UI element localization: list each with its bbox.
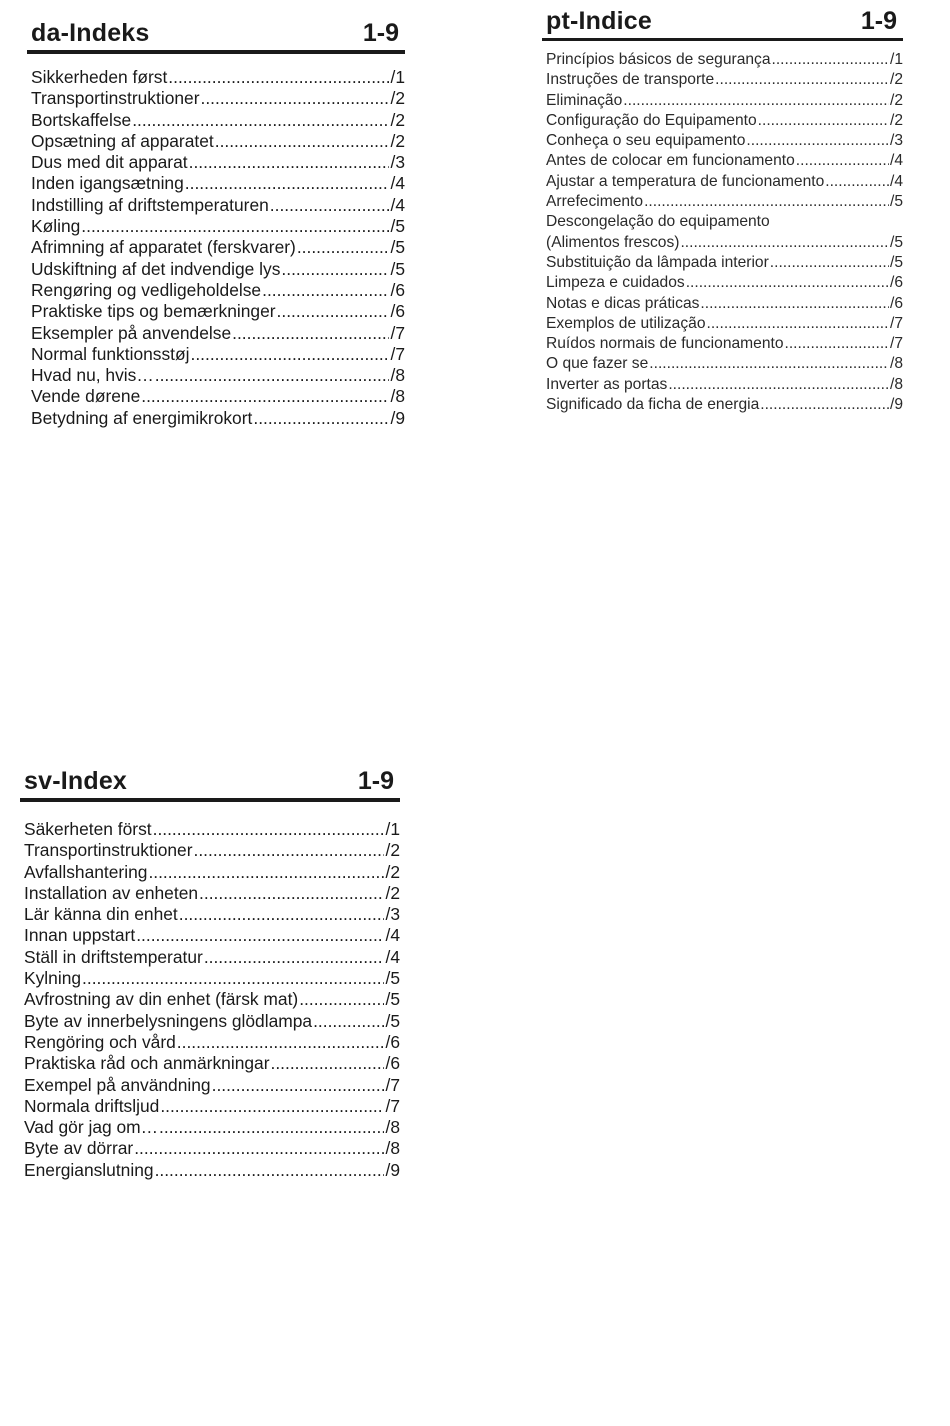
index-entry-label: Exemplos de utilização (546, 314, 706, 332)
dot-leader (160, 1096, 384, 1117)
dot-leader (680, 233, 889, 253)
sv-index-page-range: 1-9 (357, 767, 394, 795)
index-entry-label: Vende dørene (31, 386, 141, 407)
index-entry-label: Afrimning af apparatet (ferskvarer) (31, 237, 296, 258)
dot-leader (686, 273, 889, 293)
dot-leader (132, 110, 389, 131)
index-entry (546, 253, 903, 273)
index-entry-label: Normala driftsljud (24, 1095, 160, 1116)
index-entry (31, 323, 405, 344)
dot-leader (155, 365, 390, 386)
index-entry (24, 904, 400, 925)
index-entry-page: /5 (889, 253, 903, 271)
index-entry (31, 173, 405, 194)
index-entry-page: /2 (390, 88, 405, 109)
dot-leader (185, 173, 390, 194)
index-entry-page: /4 (390, 173, 405, 194)
index-entry-label: Indstilling af driftstemperaturen (31, 194, 269, 215)
index-entry-page: /1 (390, 67, 405, 87)
index-entry (24, 968, 400, 989)
index-entry-label: Byte av dörrar (24, 1138, 134, 1159)
index-entry-page: /4 (385, 946, 400, 967)
da-index-page-range: 1-9 (362, 19, 399, 47)
dot-leader (136, 925, 384, 946)
index-entry (546, 212, 903, 232)
dot-leader (189, 152, 390, 173)
index-entry (31, 386, 405, 407)
pt-index-section (542, 6, 903, 415)
index-entry (546, 395, 903, 415)
index-entry (24, 1053, 400, 1074)
index-entry-page: /8 (889, 355, 903, 373)
index-entry (546, 151, 903, 171)
dot-leader (141, 386, 389, 407)
index-entry-page: /8 (385, 1117, 400, 1138)
index-entry-label: Installation av enheten (24, 882, 199, 903)
index-entry (546, 111, 903, 131)
index-entry-page: /2 (385, 882, 400, 903)
index-entry-page: /8 (390, 365, 405, 386)
index-entry-label: O que fazer se (546, 355, 649, 373)
index-entry-label: Princípios básicos de segurança (546, 51, 771, 68)
index-entry-label: Vad gör jag om… (24, 1117, 159, 1138)
index-entry (31, 408, 405, 429)
index-entry (24, 925, 400, 946)
pt-index-entry-list (542, 50, 903, 415)
dot-leader (772, 50, 889, 70)
dot-leader (700, 294, 889, 314)
index-entry-page: /2 (385, 861, 400, 882)
index-entry-label: Ruídos normais de funcionamento (546, 335, 784, 353)
dot-leader (168, 67, 389, 88)
dot-leader (201, 88, 390, 109)
index-entry-label: Normal funktionsstøj (31, 343, 190, 364)
index-entry-page: /7 (385, 1095, 400, 1116)
index-entry (24, 819, 400, 840)
index-entry (546, 91, 903, 111)
dot-leader (148, 862, 384, 883)
dot-leader (191, 344, 390, 365)
index-entry (24, 883, 400, 904)
index-entry-page: /2 (889, 91, 903, 109)
dot-leader (796, 151, 889, 171)
dot-leader (262, 280, 389, 301)
dot-leader (825, 172, 889, 192)
index-entry-label: Substituição da lâmpada interior (546, 253, 769, 271)
dot-leader (281, 259, 389, 280)
index-entry (24, 947, 400, 968)
dot-leader (649, 354, 889, 374)
index-entry-page: /6 (385, 1031, 400, 1052)
dot-leader (204, 947, 385, 968)
sv-index-header (20, 766, 400, 802)
index-entry-label: Instruções de transporte (546, 71, 715, 89)
sv-index-entry-list (20, 819, 400, 1181)
index-entry (546, 192, 903, 212)
index-entry (24, 1138, 400, 1159)
index-entry-label: Avfrostning av din enhet (färsk mat) (24, 989, 299, 1010)
index-entry-label: Ställ in driftstemperatur (24, 946, 203, 967)
dot-leader (277, 301, 390, 322)
index-entry-page: /5 (385, 989, 400, 1010)
index-entry-label: Eliminação (546, 91, 623, 109)
dot-leader (313, 1011, 384, 1032)
index-entry-label: Sikkerheden først (31, 67, 168, 87)
index-entry (24, 989, 400, 1010)
dot-leader (746, 131, 889, 151)
dot-leader (159, 1117, 384, 1138)
dot-leader (758, 111, 889, 131)
index-entry (24, 862, 400, 883)
index-entry-label: Lär känna din enhet (24, 904, 178, 925)
index-entry-page: /5 (385, 968, 400, 989)
index-entry (546, 314, 903, 334)
index-entry-label: Ajustar a temperatura de funcionamento (546, 172, 825, 190)
index-entry (546, 375, 903, 395)
dot-leader (179, 904, 385, 925)
index-entry (31, 280, 405, 301)
index-entry-page: /2 (390, 130, 405, 151)
dot-leader (81, 216, 389, 237)
index-entry-page: /8 (889, 375, 903, 393)
index-entry-label: Betydning af energimikrokort (31, 407, 253, 428)
index-entry (546, 172, 903, 192)
index-entry-page: /5 (889, 193, 903, 211)
dot-leader (299, 989, 384, 1010)
index-entry (24, 1011, 400, 1032)
sv-index-title: sv-Index (24, 767, 128, 795)
index-entry (31, 237, 405, 258)
index-entry (546, 233, 903, 253)
index-entry-label: Conheça o seu equipamento (546, 132, 746, 150)
index-entry-label: Eksempler på anvendelse (31, 322, 232, 343)
index-entry (31, 88, 405, 109)
index-entry (31, 344, 405, 365)
index-entry-label: Rengøring og vedligeholdelse (31, 279, 262, 300)
index-entry-page: /9 (889, 396, 903, 414)
dot-leader (623, 91, 889, 111)
index-entry (24, 1075, 400, 1096)
index-entry (24, 840, 400, 861)
index-entry-label: Exempel på användning (24, 1074, 211, 1095)
index-entry-label: Praktiske tips og bemærkninger (31, 301, 276, 322)
index-entry (31, 110, 405, 131)
index-entry-label: Antes de colocar em funcionamento (546, 152, 795, 170)
index-entry-label: Inverter as portas (546, 375, 668, 393)
index-entry-label: Innan uppstart (24, 925, 136, 946)
dot-leader (232, 323, 389, 344)
index-entry-label: Significado da ficha de energia (546, 396, 760, 414)
index-entry-page: /4 (889, 152, 903, 170)
dot-leader (194, 840, 385, 861)
index-entry (31, 195, 405, 216)
dot-leader (715, 70, 889, 90)
index-entry-label: Transportinstruktioner (24, 840, 193, 861)
index-entry (31, 301, 405, 322)
da-index-entry-list (27, 67, 405, 429)
index-entry-page: /4 (385, 925, 400, 946)
dot-leader (215, 131, 390, 152)
index-entry-page: /8 (385, 1138, 400, 1159)
dot-leader (644, 192, 889, 212)
dot-leader (134, 1138, 384, 1159)
dot-leader (785, 334, 889, 354)
index-entry-label: Opsætning af apparatet (31, 130, 214, 151)
index-entry-label: Configuração do Equipamento (546, 111, 757, 129)
sv-index-section (20, 766, 400, 1181)
dot-leader (253, 408, 389, 429)
dot-leader (212, 1075, 385, 1096)
index-entry-label: Bortskaffelse (31, 109, 132, 130)
index-entry-page: /9 (390, 407, 405, 428)
index-entry (546, 354, 903, 374)
index-entry (546, 131, 903, 151)
index-entry-page: /2 (889, 111, 903, 129)
index-entry-label: Arrefecimento (546, 193, 644, 211)
pt-index-page-range: 1-9 (860, 7, 897, 35)
index-entry-label: Descongelação do equipamento (546, 213, 770, 231)
index-entry (546, 50, 903, 70)
dot-leader (760, 395, 889, 415)
index-entry (31, 259, 405, 280)
index-entry-page: /6 (390, 279, 405, 300)
index-entry-page: /7 (889, 314, 903, 332)
index-entry-page: /1 (889, 51, 903, 68)
index-entry-label: Udskiftning af det indvendige lys (31, 258, 281, 279)
index-entry-page: /2 (385, 840, 400, 861)
dot-leader (155, 1160, 385, 1181)
index-entry-label: Avfallshantering (24, 861, 148, 882)
index-entry (31, 216, 405, 237)
index-entry-page: /6 (390, 301, 405, 322)
index-entry-page: /5 (385, 1010, 400, 1031)
dot-leader (770, 253, 889, 273)
index-entry-label: Limpeza e cuidados (546, 274, 685, 292)
index-entry-label: Energianslutning (24, 1159, 154, 1180)
index-entry-page: /3 (390, 152, 405, 173)
index-entry-label: Dus med dit apparat (31, 152, 188, 173)
dot-leader (271, 1053, 385, 1074)
index-entry-label: Inden igangsætning (31, 173, 184, 194)
index-entry-label: Transportinstruktioner (31, 88, 200, 109)
da-index-header (27, 18, 405, 54)
index-entry-page: /6 (889, 294, 903, 312)
index-entry-label: Notas e dicas práticas (546, 294, 700, 312)
dot-leader (668, 375, 889, 395)
index-entry (24, 1160, 400, 1181)
pt-index-header (542, 6, 903, 41)
dot-leader (153, 819, 385, 840)
index-entry-page: /4 (889, 172, 903, 190)
index-entry-label: (Alimentos frescos) (546, 233, 680, 251)
dot-leader (82, 968, 384, 989)
index-entry (24, 1032, 400, 1053)
index-entry (31, 152, 405, 173)
index-entry-label: Rengöring och vård (24, 1031, 176, 1052)
index-entry-label: Praktiska råd och anmärkningar (24, 1053, 270, 1074)
index-entry-label: Køling (31, 216, 81, 237)
index-entry-label: Kylning (24, 968, 82, 989)
index-entry-page: /9 (385, 1159, 400, 1180)
index-entry-page: /7 (390, 343, 405, 364)
da-index-title: da-Indeks (31, 19, 150, 47)
dot-leader (707, 314, 889, 334)
index-entry-page: /5 (390, 258, 405, 279)
dot-leader (297, 237, 390, 258)
index-entry-page: /6 (385, 1053, 400, 1074)
index-entry-label: Byte av innerbelysningens glödlampa (24, 1010, 313, 1031)
index-entry (31, 67, 405, 88)
index-entry-page: /7 (390, 322, 405, 343)
index-entry-page: /6 (889, 274, 903, 292)
index-entry (24, 1117, 400, 1138)
dot-leader (177, 1032, 385, 1053)
index-entry-page: /5 (390, 216, 405, 237)
index-entry (546, 294, 903, 314)
index-entry (24, 1096, 400, 1117)
index-entry-page: /7 (385, 1074, 400, 1095)
index-entry-page: /2 (889, 71, 903, 89)
index-entry-page: /5 (390, 237, 405, 258)
index-entry-page: /1 (385, 819, 400, 839)
dot-leader (270, 195, 390, 216)
index-entry-page: /8 (390, 386, 405, 407)
index-entry (546, 273, 903, 293)
index-entry (546, 334, 903, 354)
index-entry-label: Hvad nu, hvis… (31, 365, 154, 386)
index-entry-page: /2 (390, 109, 405, 130)
index-entry-label: Säkerheten först (24, 819, 152, 839)
index-entry-page: /4 (390, 194, 405, 215)
index-entry (31, 131, 405, 152)
index-entry-page: /7 (889, 335, 903, 353)
index-entry-page: /3 (889, 132, 903, 150)
index-entry (31, 365, 405, 386)
index-entry-page: /5 (889, 233, 903, 251)
dot-leader (199, 883, 384, 904)
index-entry-page: /3 (385, 904, 400, 925)
pt-index-title: pt-Indice (546, 7, 652, 35)
index-entry (546, 70, 903, 90)
da-index-section (27, 18, 405, 429)
